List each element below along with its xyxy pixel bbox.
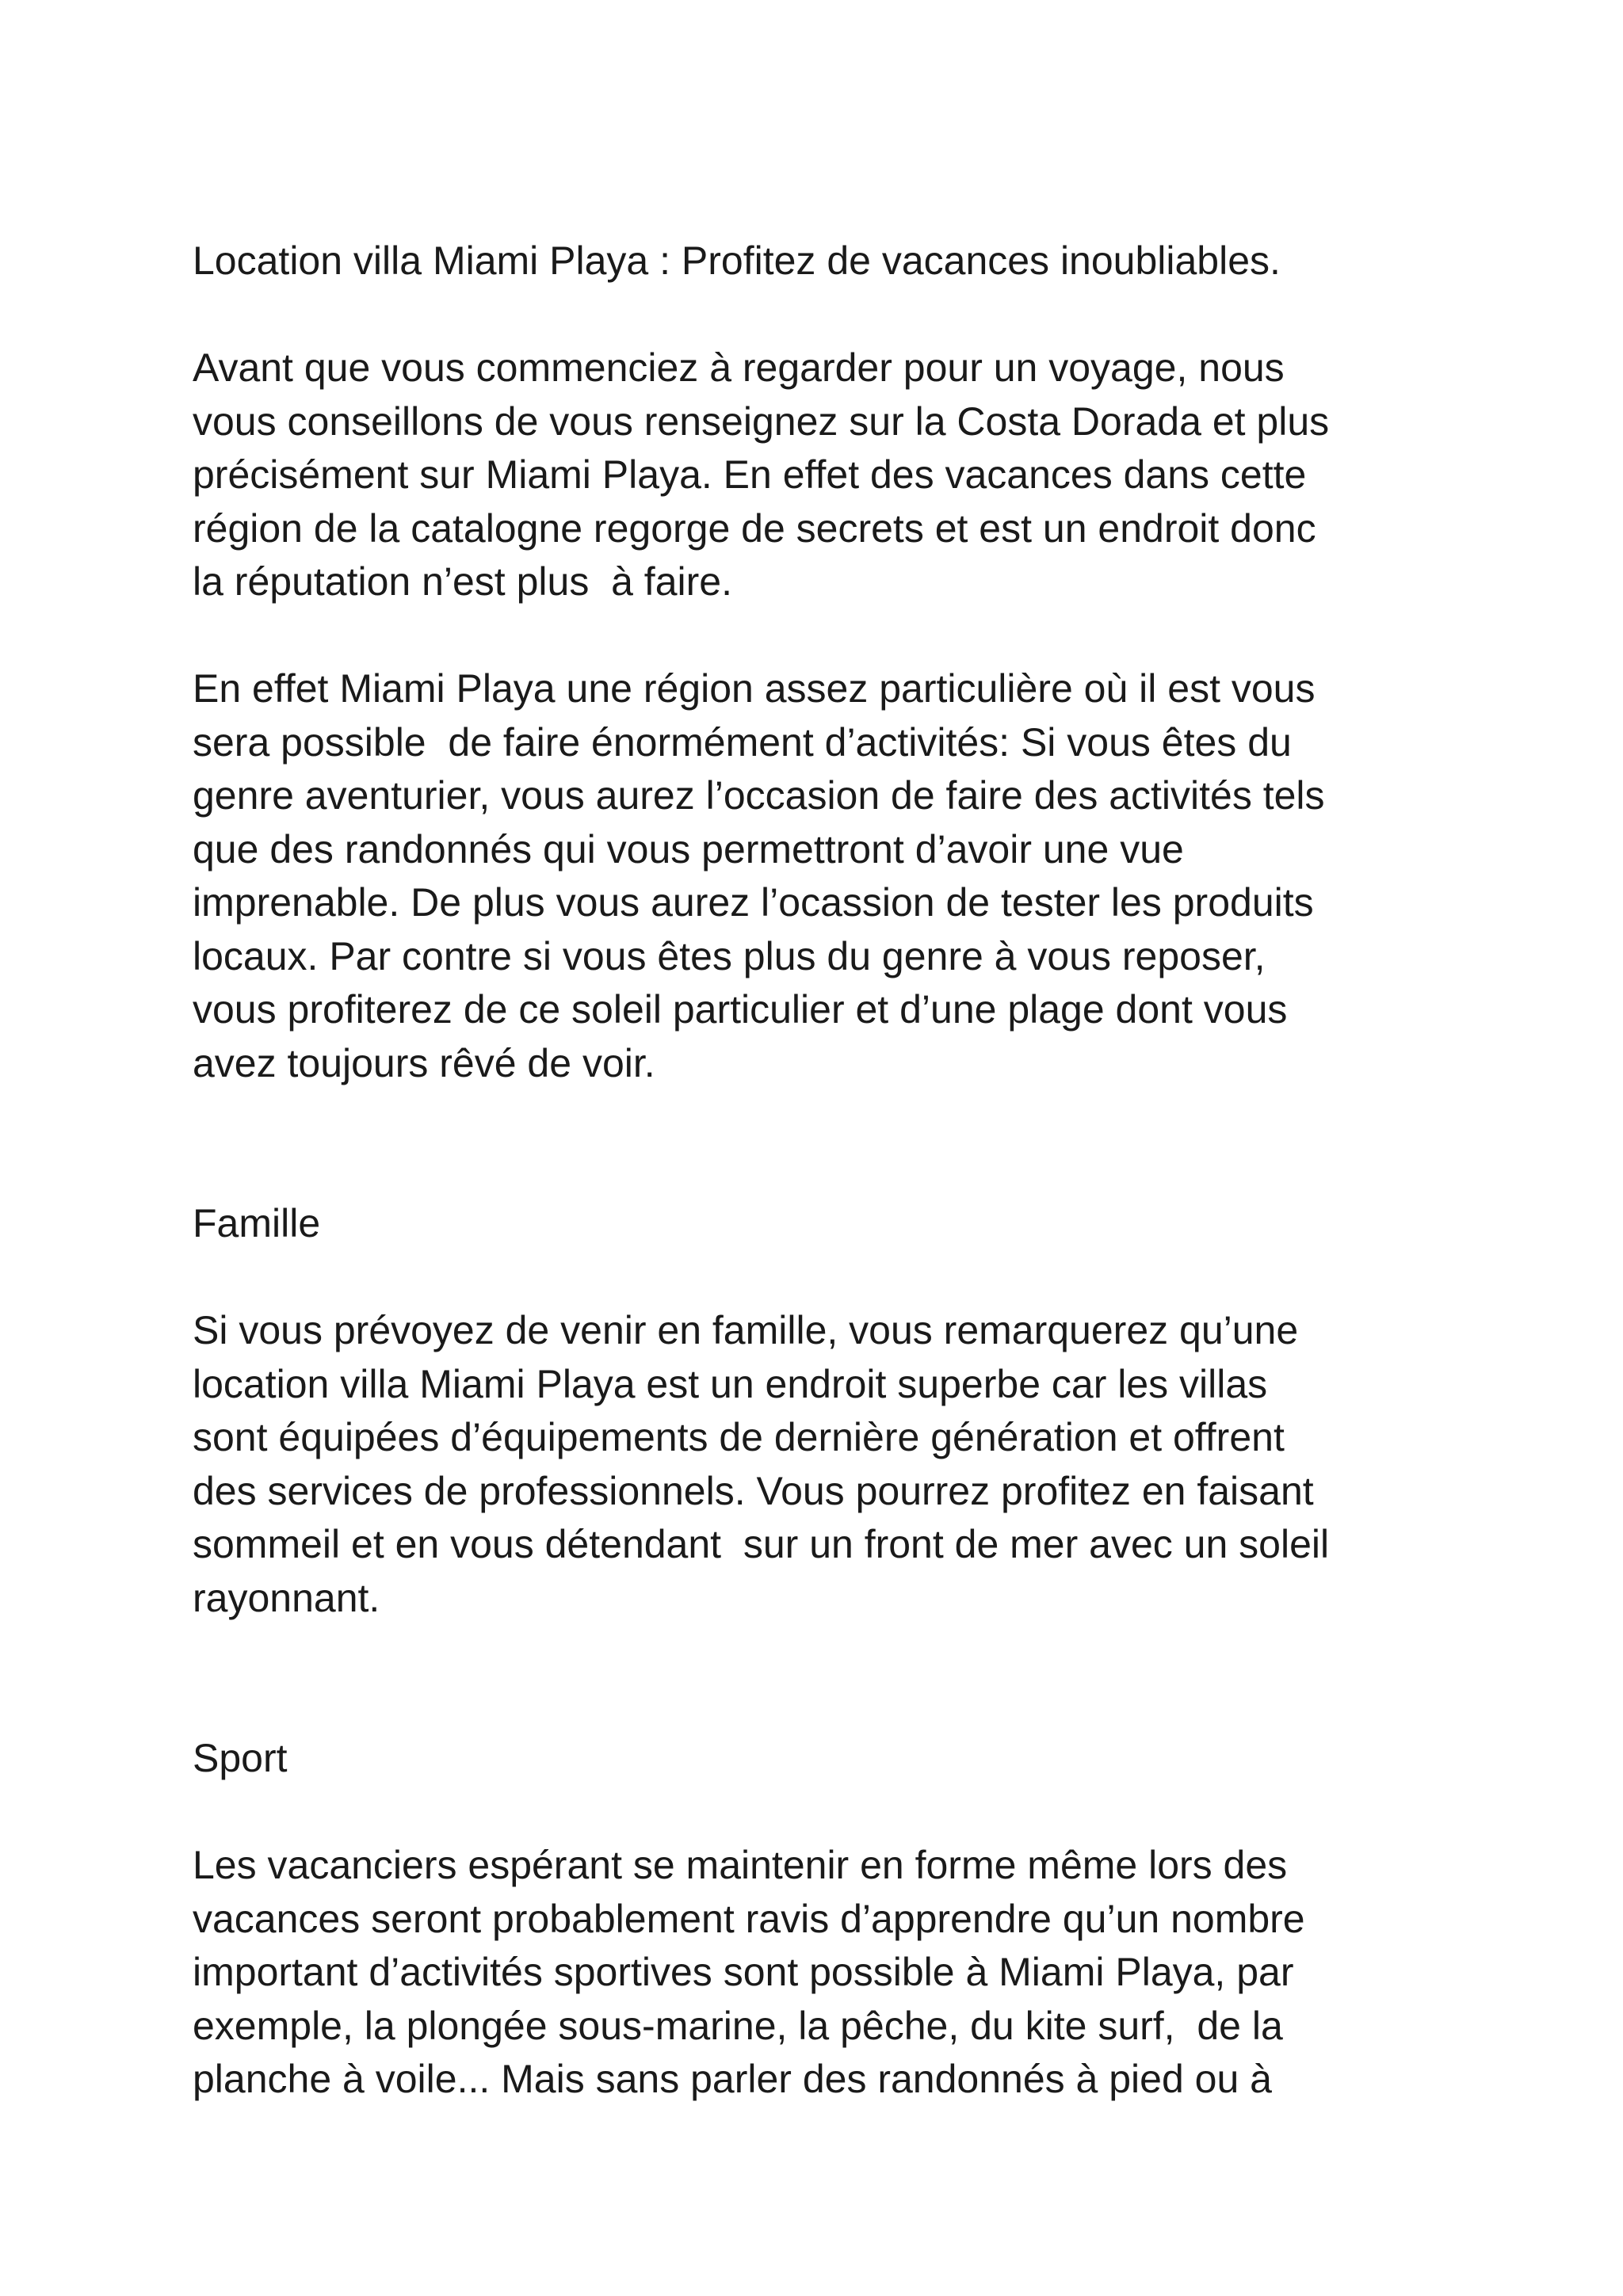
paragraph-line: genre aventurier, vous aurez l’occasion de faire des activités tels bbox=[193, 773, 1325, 818]
paragraph-line: Les vacanciers espérant se maintenir en forme même lors des bbox=[193, 1843, 1288, 1887]
paragraph-line: vacances seront probablement ravis d’apprendre qu’un nombre bbox=[193, 1896, 1305, 1941]
paragraph-line: sont équipées d’équipements de dernière génération et offrent bbox=[193, 1415, 1285, 1459]
section-heading: Sport bbox=[193, 1736, 288, 1780]
spacer bbox=[193, 1251, 1445, 1305]
paragraph-line: location villa Miami Playa est un endroit superbe car les villas bbox=[193, 1361, 1268, 1406]
document-body bbox=[193, 235, 1445, 2107]
paragraph-line: exemple, la plongée sous-marine, la pêche, du kite surf, de la bbox=[193, 2003, 1283, 2048]
paragraph-line: sommeil et en vous détendant sur un front de mer avec un soleil bbox=[193, 1522, 1330, 1566]
paragraph-line: des services de professionnels. Vous pourrez profitez en faisant bbox=[193, 1468, 1314, 1513]
paragraph-line: avez toujours rêvé de voir. bbox=[193, 1040, 655, 1085]
paragraph-line: planche à voile... Mais sans parler des randonnés à pied ou à bbox=[193, 2057, 1272, 2101]
famille-paragraph bbox=[193, 1304, 1445, 1625]
section-heading: Famille bbox=[193, 1201, 321, 1245]
paragraph-line: vous conseillons de vous renseignez sur la Costa Dorada et plus bbox=[193, 399, 1330, 444]
paragraph-line: Avant que vous commenciez à regarder pour un voyage, nous bbox=[193, 345, 1285, 390]
paragraph-line: En effet Miami Playa une région assez particulière où il est vous bbox=[193, 666, 1316, 711]
paragraph-line: que des randonnés qui vous permettront d’avoir une vue bbox=[193, 826, 1184, 871]
document-title bbox=[193, 235, 1445, 288]
intro-paragraph bbox=[193, 341, 1445, 609]
paragraph-line: région de la catalogne regorge de secrets et est un endroit donc bbox=[193, 505, 1316, 551]
spacer bbox=[193, 1625, 1445, 1732]
paragraph-line: important d’activités sportives sont possible à Miami Playa, par bbox=[193, 1950, 1294, 1994]
sport-paragraph bbox=[193, 1839, 1445, 2107]
paragraph-line: locaux. Par contre si vous êtes plus du genre à vous reposer, bbox=[193, 933, 1266, 978]
paragraph-line: vous profiterez de ce soleil particulier et d’une plage dont vous bbox=[193, 987, 1288, 1032]
famille-heading bbox=[193, 1197, 1445, 1251]
spacer bbox=[193, 1090, 1445, 1197]
paragraph-line: sera possible de faire énormément d’activités: Si vous êtes du bbox=[193, 719, 1292, 765]
sport-heading bbox=[193, 1732, 1445, 1786]
paragraph-line: Si vous prévoyez de venir en famille, vous remarquerez qu’une bbox=[193, 1308, 1299, 1352]
paragraph-line: la réputation n’est plus à faire. bbox=[193, 559, 732, 604]
paragraph-line: imprenable. De plus vous aurez l’ocassion de tester les produits bbox=[193, 880, 1314, 925]
title-line: Location villa Miami Playa : Profitez de vacances inoubliables. bbox=[193, 238, 1281, 283]
paragraph-line: rayonnant. bbox=[193, 1575, 380, 1620]
spacer bbox=[193, 288, 1445, 342]
spacer bbox=[193, 609, 1445, 663]
paragraph-line: précisément sur Miami Playa. En effet des vacances dans cette bbox=[193, 452, 1307, 497]
activities-paragraph bbox=[193, 662, 1445, 1090]
spacer bbox=[193, 1786, 1445, 1840]
